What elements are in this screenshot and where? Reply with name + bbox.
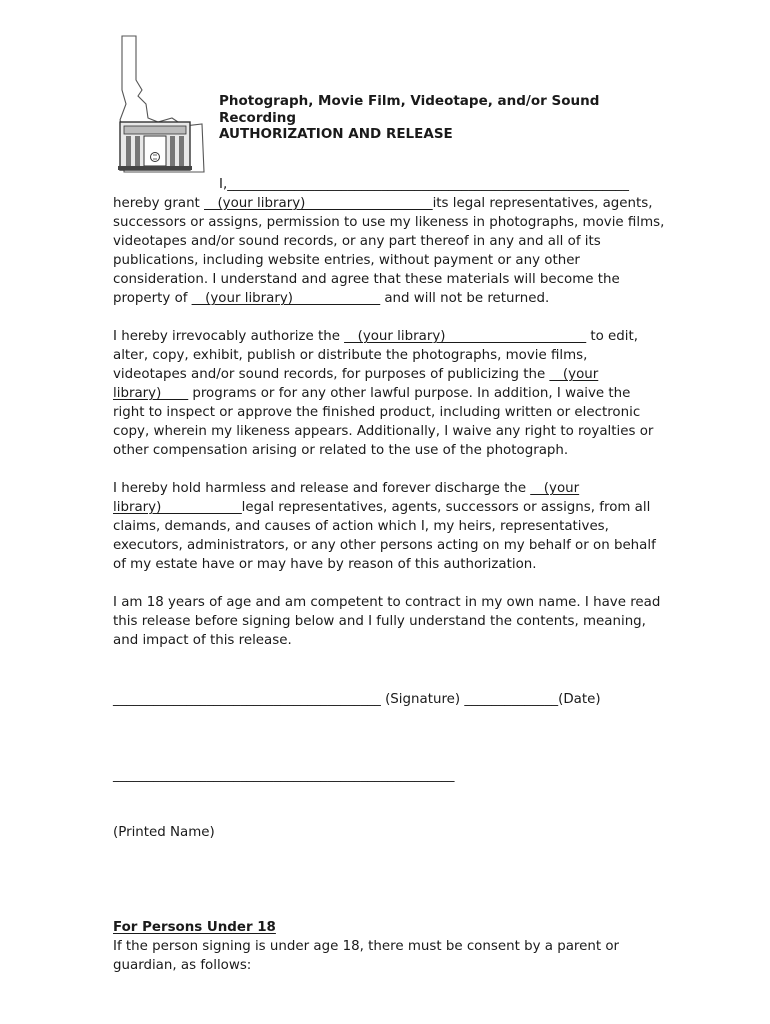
grant-end: and will not be returned. bbox=[380, 291, 550, 306]
signature-row bbox=[113, 690, 665, 709]
date-label: (Date) bbox=[558, 692, 601, 707]
library-blank-3[interactable]: __(your library)_____________________ bbox=[344, 329, 587, 344]
document-header bbox=[219, 93, 619, 143]
printed-name-block bbox=[113, 728, 665, 880]
under18-section bbox=[113, 918, 665, 975]
under18-text: If the person signing is under age 18, there must be consent by a parent or guardian, as follows: bbox=[113, 939, 620, 973]
title-line-1: Photograph, Movie Film, Videotape, and/or Sound bbox=[219, 93, 600, 109]
signature-line[interactable]: ________________________________________ bbox=[113, 692, 381, 707]
grant-paragraph bbox=[113, 175, 665, 308]
release-body bbox=[113, 175, 665, 975]
library-blank-4[interactable]: __(your library)____ bbox=[113, 367, 599, 401]
harmless-lead: I hereby hold harmless and release and forever discharge the bbox=[113, 481, 531, 496]
harmless-end: legal representatives, agents, successors or assigns, from all claims, demands, and causes of action which I, my heirs, representatives, executors, administrators, or any other persons acting on my behalf or on behalf of my estate have or may have by reason of this authorization. bbox=[113, 500, 656, 572]
grant-rest: its legal representatives, agents, successors or assigns, permission to use my likeness in photographs, movie films, videotapes and/or sound records, or any part thereof in any and all of its publications, including website entries, without payment or any other consideration. I understand and agree that these materials will become the property of bbox=[113, 196, 665, 306]
harmless-paragraph bbox=[113, 479, 665, 574]
name-fill-line[interactable]: I,____________________________________________________________ bbox=[219, 177, 629, 192]
signature-label: (Signature) bbox=[380, 692, 465, 707]
under18-heading: For Persons Under 18 bbox=[113, 920, 276, 935]
library-blank-1[interactable]: __(your library)___________________ bbox=[204, 196, 433, 211]
authorize-lead: I hereby irrevocably authorize the bbox=[113, 329, 345, 344]
subtitle: AUTHORIZATION AND RELEASE bbox=[219, 126, 453, 142]
date-line[interactable]: ______________ bbox=[464, 692, 559, 707]
library-blank-5[interactable]: __(your library)____________ bbox=[113, 481, 580, 515]
printed-name-line[interactable]: ___________________________________________________ bbox=[113, 768, 455, 783]
printed-name-label: (Printed Name) bbox=[113, 825, 215, 840]
library-blank-2[interactable]: __(your library)_____________ bbox=[191, 291, 381, 306]
grant-lead: hereby grant bbox=[113, 196, 205, 211]
authorize-middle: to edit, alter, copy, exhibit, publish or distribute the photographs, movie films, videotapes and/or sound records, for purposes of publicizing the bbox=[113, 329, 639, 382]
age-paragraph: I am 18 years of age and am competent to contract in my own name. I have read this release before signing below and I fully understand the contents, meaning, and impact of this release. bbox=[113, 595, 661, 648]
authorize-paragraph bbox=[113, 327, 665, 460]
authorize-end: programs or for any other lawful purpose. In addition, I waive the right to inspect or approve the finished product, including written or electronic copy, wherein my likeness appears. Additionally, I waive any right to royalties or other compensation arising or related to the use of the photograph. bbox=[113, 386, 654, 458]
idaho-library-logo-icon bbox=[112, 34, 216, 174]
title-line-2: Recording bbox=[219, 109, 297, 126]
